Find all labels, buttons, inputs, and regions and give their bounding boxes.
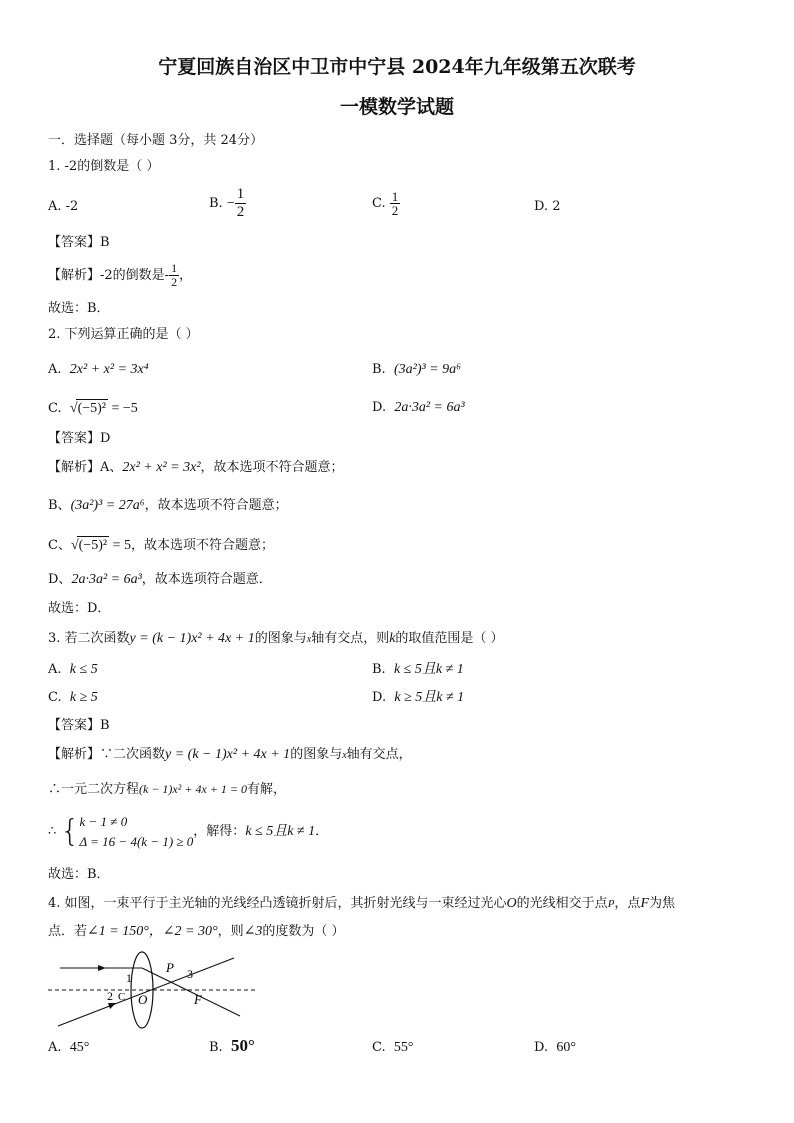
q1-stem: 1. -2的倒数是（ ） bbox=[48, 159, 160, 174]
q2-analysis-c-pre: C、 bbox=[48, 538, 71, 553]
q1-option-b-sign: − bbox=[226, 196, 235, 211]
lens-figure bbox=[44, 948, 264, 1032]
q1-option-c bbox=[372, 190, 400, 217]
q3-analysis-3 bbox=[48, 812, 328, 852]
q1-analysis-post: ， bbox=[179, 268, 193, 283]
q3-analysis-3-mid: ，解得： bbox=[193, 824, 246, 839]
q4-stem2-pre: 点．若 bbox=[48, 924, 88, 939]
q3-conclusion: 故选：B． bbox=[48, 867, 110, 882]
q2-option-b bbox=[372, 361, 461, 379]
q3-option-d-expr: k ≥ 5且k ≠ 1 bbox=[394, 690, 465, 705]
q4-option-c bbox=[372, 1039, 414, 1057]
q2-analysis-b-post: ，故本选项不符合题意； bbox=[144, 498, 288, 513]
q3-analysis-3-system bbox=[80, 812, 194, 852]
q2-option-a-expr: 2x² + x² = 3x⁴ bbox=[69, 362, 149, 377]
q2-analysis-a-expr: 2x² + x² = 3x² bbox=[122, 460, 201, 475]
q2-analysis-c-radicand: (−5)² bbox=[78, 538, 108, 553]
q2-analysis-d-post: ，故本选项符合题意． bbox=[141, 572, 272, 587]
q1-analysis-num: 1 bbox=[171, 261, 178, 275]
q1-option-a: A. -2 bbox=[48, 199, 79, 214]
angle-2-arc: C bbox=[118, 991, 126, 1003]
q3-analysis-3-brace: { bbox=[60, 814, 80, 849]
q4-stem1-post: 为焦 bbox=[649, 896, 676, 911]
q2-analysis-a bbox=[48, 459, 344, 477]
q4-option-a-label: A. bbox=[48, 1040, 62, 1055]
q4-stem1-o: O bbox=[506, 896, 517, 911]
q3-option-a bbox=[48, 661, 98, 679]
q3-stem bbox=[48, 630, 504, 649]
q4-option-d-label: D. bbox=[534, 1040, 549, 1055]
q1-conclusion: 故选：B． bbox=[48, 301, 110, 316]
q3-analysis-2-post: 有解， bbox=[246, 782, 286, 797]
q3-analysis-3-pre: ∴ bbox=[48, 824, 57, 839]
q2-option-c-rhs: = −5 bbox=[108, 401, 138, 416]
q3-analysis-1-expr: y = (k − 1)x² + 4x + 1 bbox=[165, 747, 291, 762]
q2-option-a bbox=[48, 361, 149, 379]
q3-option-b-expr: k ≤ 5且k ≠ 1 bbox=[393, 662, 464, 677]
q2-option-a-label: A. bbox=[48, 362, 62, 377]
q2-option-c-radicand: (−5)² bbox=[77, 401, 106, 416]
q2-analysis-c-post: ，故本选项不符合题意； bbox=[130, 538, 274, 553]
q4-stem2-mid: ，则 bbox=[217, 924, 244, 939]
q1-analysis-pre: 【解析】-2的倒数是- bbox=[48, 268, 170, 283]
q2-analysis-d-pre: D、 bbox=[48, 572, 72, 587]
q1-option-d: D. 2 bbox=[534, 199, 561, 214]
q2-option-d-expr: 2a·3a² = 6a³ bbox=[394, 400, 465, 415]
q1-option-b-fraction bbox=[235, 186, 247, 221]
q3-stem-post: 的取值范围是（ ） bbox=[395, 631, 504, 646]
q3-analysis-2-expr: (k − 1)x² + 4x + 1 = 0 bbox=[139, 782, 247, 796]
q4-stem1-mid: 的光线相交于点 bbox=[516, 896, 608, 911]
q3-option-b-label: B. bbox=[372, 662, 386, 677]
fig-label-f: F bbox=[194, 992, 202, 1007]
q4-stem2-angle: ∠3 bbox=[243, 924, 263, 939]
q3-stem-x: x bbox=[306, 634, 312, 645]
q3-option-d-label: D. bbox=[372, 690, 387, 705]
q1-answer: 【答案】B bbox=[48, 235, 110, 250]
q3-analysis-3-line2: Δ = 16 − 4(k − 1) ≥ 0 bbox=[79, 834, 194, 849]
fig-label-2: 2 bbox=[107, 989, 113, 1003]
center-ray-arrow bbox=[108, 1003, 116, 1009]
q4-option-a-value: 45° bbox=[69, 1040, 90, 1055]
q2-option-d-label: D. bbox=[372, 400, 387, 415]
q4-option-b-label: B. bbox=[209, 1040, 223, 1055]
title-line-1: 宁夏回族自治区中卫市中宁县 2024年九年级第五次联考 bbox=[158, 56, 636, 78]
q4-stem1-p: P bbox=[607, 898, 615, 910]
q3-stem-mid2: 轴有交点，则 bbox=[311, 631, 390, 646]
q1-option-c-den: 2 bbox=[391, 203, 399, 218]
fig-label-p: P bbox=[166, 960, 174, 975]
q1-option-c-num: 1 bbox=[391, 189, 399, 204]
q4-option-a bbox=[48, 1039, 89, 1057]
q3-analysis-1-mid: 的图象与 bbox=[290, 747, 343, 762]
q3-stem-expr: y = (k − 1)x² + 4x + 1 bbox=[129, 631, 255, 646]
title-line-2: 一模数学试题 bbox=[339, 96, 454, 118]
section-heading: 一．选择题（每小题 3分，共 24分） bbox=[48, 133, 264, 148]
q2-option-c-expr: √(−5)² = −5 bbox=[69, 401, 138, 416]
q4-stem2-expr: ∠1 = 150°，∠2 = 30° bbox=[87, 924, 218, 939]
q4-option-b-value: 50° bbox=[230, 1036, 255, 1055]
q4-option-b bbox=[209, 1037, 255, 1057]
q1-analysis bbox=[48, 262, 192, 289]
q3-analysis-3-line1: k − 1 ≠ 0 bbox=[79, 814, 128, 829]
parallel-ray-arrow bbox=[98, 965, 106, 971]
q2-analysis-c-expr: √(−5)² = 5 bbox=[70, 538, 131, 553]
q2-analysis-b bbox=[48, 497, 288, 515]
q3-analysis-1-post: 轴有交点， bbox=[346, 747, 412, 762]
q2-analysis-b-expr: (3a²)³ = 27a⁶ bbox=[70, 498, 145, 513]
q2-option-d bbox=[372, 399, 465, 417]
fig-label-3: 3 bbox=[187, 967, 193, 981]
q3-option-c-label: C. bbox=[48, 690, 62, 705]
q3-analysis-2-pre: ∴一元二次方程 bbox=[48, 782, 140, 797]
q2-analysis-a-pre: 【解析】A、 bbox=[48, 460, 123, 475]
q2-option-c-label: C. bbox=[48, 401, 62, 416]
q3-stem-pre: 3. 若二次函数 bbox=[48, 631, 130, 646]
q3-option-a-expr: k ≤ 5 bbox=[69, 662, 98, 677]
q3-analysis-1-pre: 【解析】∵二次函数 bbox=[48, 747, 166, 762]
fig-label-1: 1 bbox=[126, 971, 132, 985]
q3-answer: 【答案】B bbox=[48, 718, 110, 733]
q1-option-c-fraction bbox=[390, 190, 401, 217]
q4-stem-line2 bbox=[48, 923, 344, 941]
q1-analysis-fraction bbox=[169, 262, 179, 289]
q4-option-d-value: 60° bbox=[556, 1040, 576, 1055]
q4-stem-line1 bbox=[48, 895, 675, 913]
q4-stem1-f: F bbox=[640, 896, 649, 911]
q4-stem1-pre: 4. 如图，一束平行于主光轴的光线经凸透镜折射后，其折射光线与一束经过光心 bbox=[48, 896, 507, 911]
q2-option-b-label: B. bbox=[372, 362, 386, 377]
q2-analysis-d-expr: 2a·3a² = 6a³ bbox=[71, 572, 142, 587]
q2-analysis-d bbox=[48, 571, 272, 589]
q3-analysis-3-post: ． bbox=[315, 824, 329, 839]
q3-option-c bbox=[48, 689, 98, 707]
q4-option-c-label: C. bbox=[372, 1040, 386, 1055]
q2-answer: 【答案】D bbox=[48, 431, 111, 446]
q3-option-b bbox=[372, 661, 464, 679]
q1-option-b-label: B. bbox=[209, 196, 223, 211]
q1-analysis-den: 2 bbox=[171, 275, 178, 289]
fig-label-o: O bbox=[138, 992, 148, 1007]
q1-option-b-num: 1 bbox=[236, 186, 245, 202]
q3-analysis-3-expr: k ≤ 5且k ≠ 1 bbox=[245, 824, 316, 839]
q2-analysis-b-pre: B、 bbox=[48, 498, 71, 513]
q1-option-b bbox=[209, 186, 246, 221]
q3-stem-k: k bbox=[389, 631, 396, 646]
q3-option-c-expr: k ≥ 5 bbox=[69, 690, 98, 705]
q2-option-b-expr: (3a²)³ = 9a⁶ bbox=[393, 362, 461, 377]
q1-option-b-den: 2 bbox=[236, 204, 245, 220]
q4-stem1-mid2: ，点 bbox=[614, 896, 641, 911]
q3-analysis-1 bbox=[48, 746, 412, 765]
q3-option-a-label: A. bbox=[48, 662, 62, 677]
q2-option-c bbox=[48, 399, 138, 418]
q2-analysis-a-post: ，故本选项不符合题意； bbox=[200, 460, 344, 475]
q1-option-c-label: C. bbox=[372, 196, 386, 211]
q4-stem2-post: 的度数为（ ） bbox=[262, 924, 345, 939]
q3-stem-mid: 的图象与 bbox=[254, 631, 307, 646]
q3-option-d bbox=[372, 689, 464, 707]
q3-analysis-1-x: x bbox=[342, 750, 347, 761]
q2-analysis-c bbox=[48, 536, 274, 555]
q2-conclusion: 故选：D． bbox=[48, 601, 111, 616]
q2-stem: 2. 下列运算正确的是（ ） bbox=[48, 327, 199, 342]
q2-analysis-c-rhs: = 5 bbox=[109, 538, 131, 553]
q3-analysis-2 bbox=[48, 780, 286, 799]
q4-option-c-value: 55° bbox=[393, 1040, 414, 1055]
q4-option-d bbox=[534, 1039, 576, 1057]
